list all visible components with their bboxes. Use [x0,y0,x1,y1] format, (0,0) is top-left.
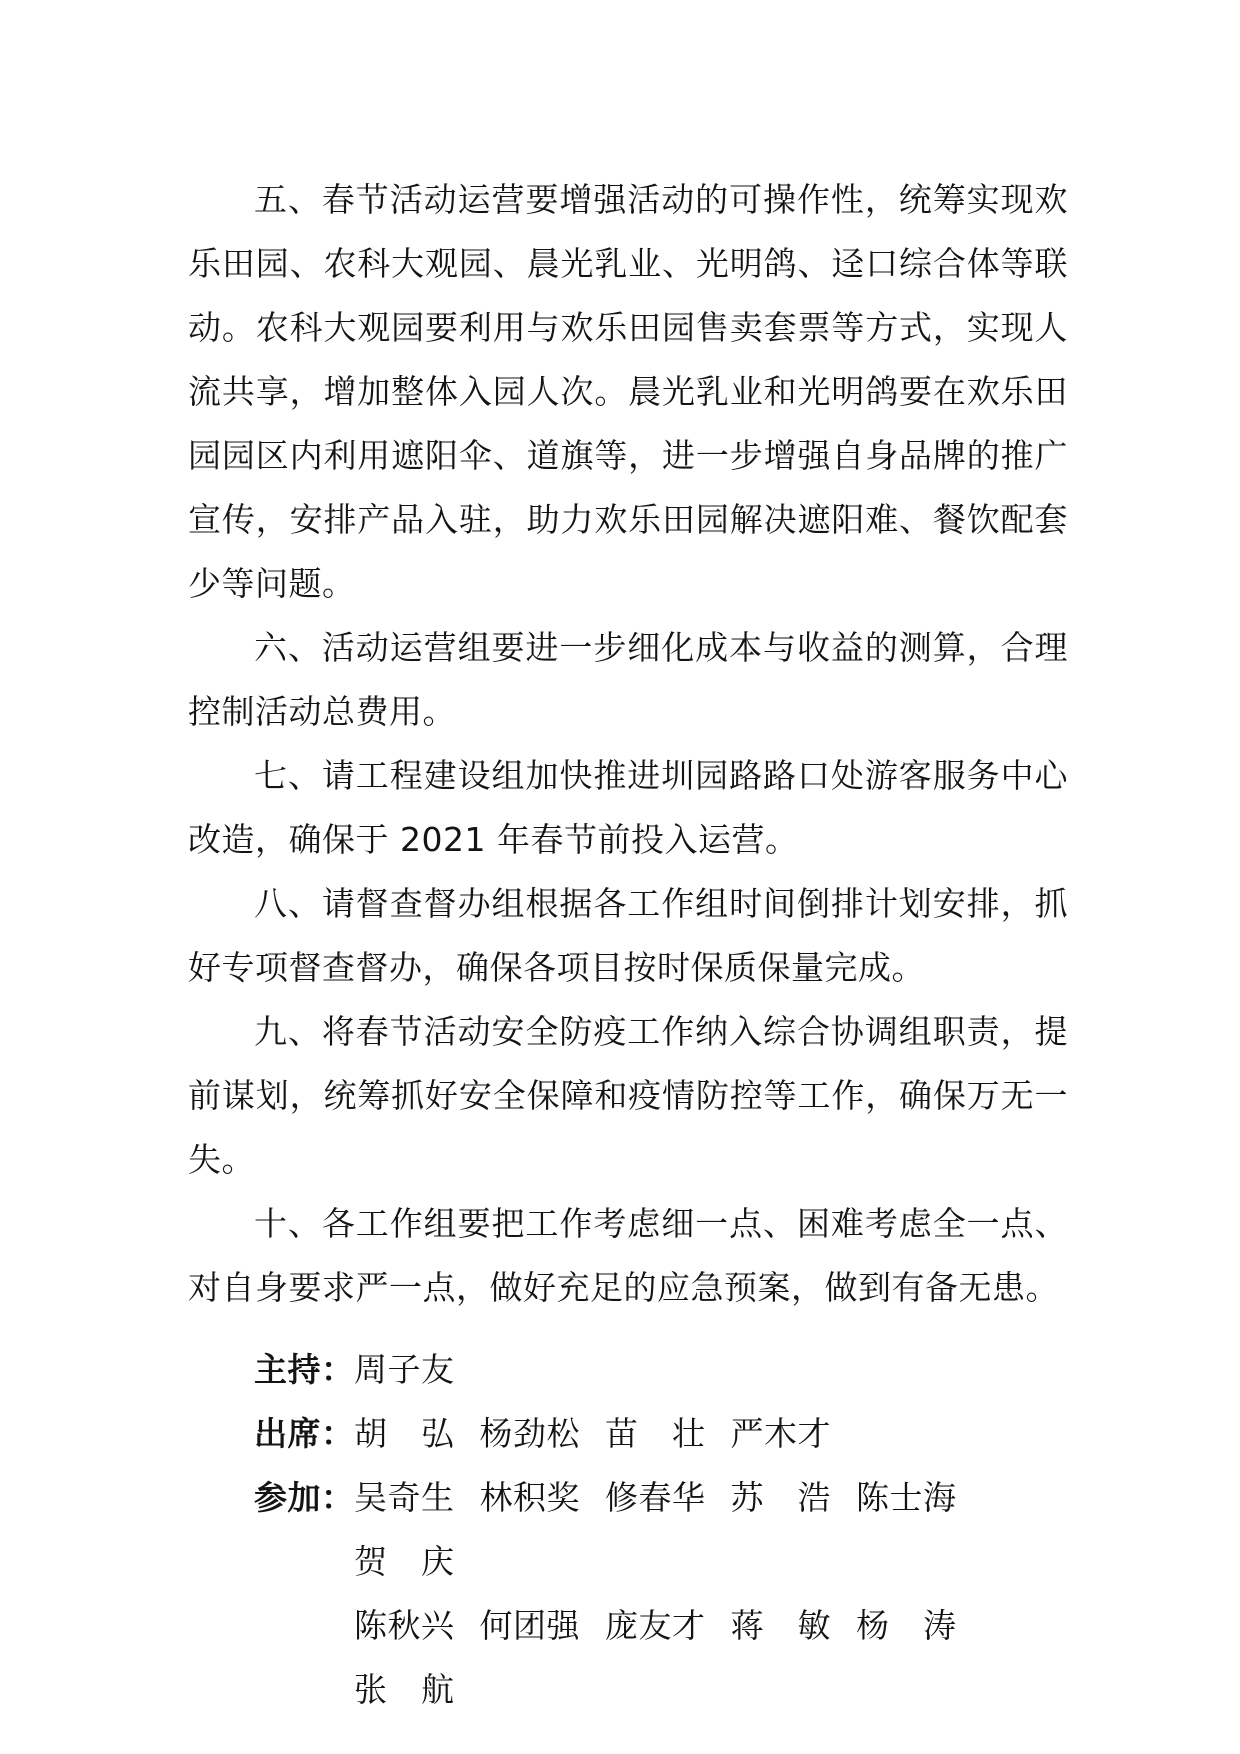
present-name: 杨劲松 [479,1414,580,1453]
paragraph-item-10: 十、各工作组要把工作考虑细一点、困难考虑全一点、对自身要求严一点，做好充足的应急预案，做到有备无患。 [188,1204,1068,1307]
paragraph-item-5: 五、春节活动运营要增强活动的可操作性，统筹实现欢乐田园、农科大观园、晨光乳业、光明鸽、迳口综合体等联动。农科大观园要利用与欢乐田园售卖套票等方式，实现人流共享，增加整体入园人次。晨光乳业和光明鸽要在欢乐田园园区内利用遮阳伞、道旗等，进一步增强自身品牌的推广宣传，安排产品入驻，助力欢乐田园解决遮阳难、餐饮配套少等问题。 [188,180,1068,603]
attend-name: 陈士海 [856,1478,957,1517]
attend-name: 陈秋兴 [354,1606,455,1645]
attend-name: 吴奇生 [354,1478,455,1517]
attend-names [354,1466,974,1722]
host-names [354,1338,974,1402]
host-row [254,1338,1074,1402]
attend-name: 贺 庆 [354,1542,455,1581]
paragraph-item-8: 八、请督查督办组根据各工作组时间倒排计划安排，抓好专项督查督办，确保各项目按时保质保量完成。 [188,884,1068,987]
paragraph-item-7: 七、请工程建设组加快推进圳园路路口处游客服务中心改造，确保于 2021 年春节前投入运营。 [188,756,1068,859]
host-label: 主持： [254,1350,355,1389]
attend-row [254,1466,1074,1722]
attend-name: 张 航 [354,1670,455,1709]
attend-name: 庞友才 [605,1606,706,1645]
minutes-body [188,168,1068,1320]
present-name: 苗 壮 [605,1414,706,1453]
attend-name: 修春华 [605,1478,706,1517]
paragraph-item-6: 六、活动运营组要进一步细化成本与收益的测算，合理控制活动总费用。 [188,628,1068,731]
present-label: 出席： [254,1414,355,1453]
present-names [354,1402,974,1466]
host-name: 周子友 [354,1350,455,1389]
paragraph-item-9: 九、将春节活动安全防疫工作纳入综合协调组职责，提前谋划，统筹抓好安全保障和疫情防控等工作，确保万无一失。 [188,1012,1068,1179]
attend-name: 苏 浩 [730,1478,831,1517]
attend-name: 林积奖 [479,1478,580,1517]
attend-name: 杨 涛 [856,1606,957,1645]
present-name: 严木才 [730,1414,831,1453]
meeting-roster [254,1338,1074,1722]
attend-name: 何团强 [479,1606,580,1645]
present-name: 胡 弘 [354,1414,455,1453]
attend-name: 蒋 敏 [730,1606,831,1645]
present-row [254,1402,1074,1466]
attend-label: 参加： [254,1478,355,1517]
